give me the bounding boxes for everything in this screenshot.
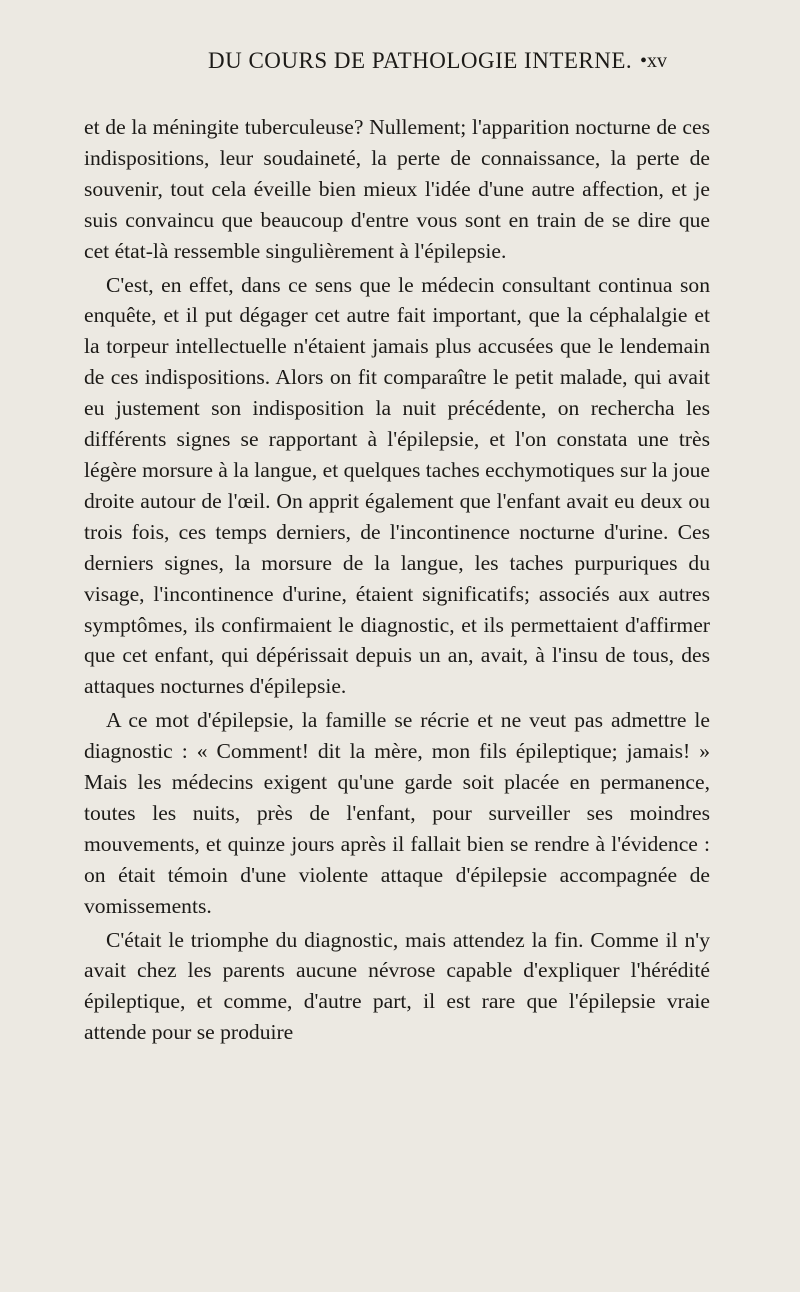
body-text [84,112,710,1048]
page-number: •xv [640,50,668,72]
paragraph-triumph: C'était le triomphe du diagnostic, mais attendez la fin. Comme il n'y avait chez les parents aucune névrose capable d'expliquer l'hérédité épileptique, et comme, d'autre part, il est rare que l'épilepsie vraie attende pour se produire [84,927,710,1045]
paragraph-family-reaction: A ce mot d'épilepsie, la famille se récrie et ne veut pas admettre le diagnostic : « Comment! dit la mère, mon fils épileptique; jamais! » Mais les médecins exigent qu'une garde soit placée en permanence, toutes les nuits, près de l'enfant, pour surveiller ses moindres mouvements, et quinze jours après il fallait bien se rendre à l'évidence : on était témoin d'une violente attaque d'épilepsie accompagnée de vomissements. [84,708,710,918]
paragraph-consultation: C'est, en effet, dans ce sens que le médecin consultant continua son enquête, et il put dégager cet autre fait important, que la céphalalgie et la torpeur intellectuelle n'étaient jamais plus accusées que le lendemain de ces indispositions. Alors on fit comparaître le petit malade, qui avait eu justement son indisposition la nuit précédente, on rechercha les différents signes se rapportant à l'épilepsie, et l'on constata une très légère morsure à la langue, et quelques taches ecchymotiques sur la joue droite autour de l'œil. On apprit également que l'enfant avait eu deux ou trois fois, ces temps derniers, de l'incontinence nocturne d'urine. Ces derniers signes, la morsure de la langue, les taches purpuriques du visage, l'incontinence d'urine, étaient significatifs; associés aux autres symptômes, ils confirmaient le diagnostic, et ils permettaient d'affirmer que cet enfant, qui dépérissait depuis un an, avait, à l'insu de tous, des attaques nocturnes d'épilepsie. [84,272,710,699]
paragraph-continuation: et de la méningite tuberculeuse? Nullement; l'apparition nocturne de ces indispositions, leur soudaineté, la perte de connaissance, la perte de souvenir, tout cela éveille bien mieux l'idée d'une autre affection, et je suis convaincu que beaucoup d'entre vous sont en train de se dire que cet état-là ressemble singulièrement à l'épilepsie. [84,115,710,263]
running-title: DU COURS DE PATHOLOGIE INTERNE. [208,48,633,73]
